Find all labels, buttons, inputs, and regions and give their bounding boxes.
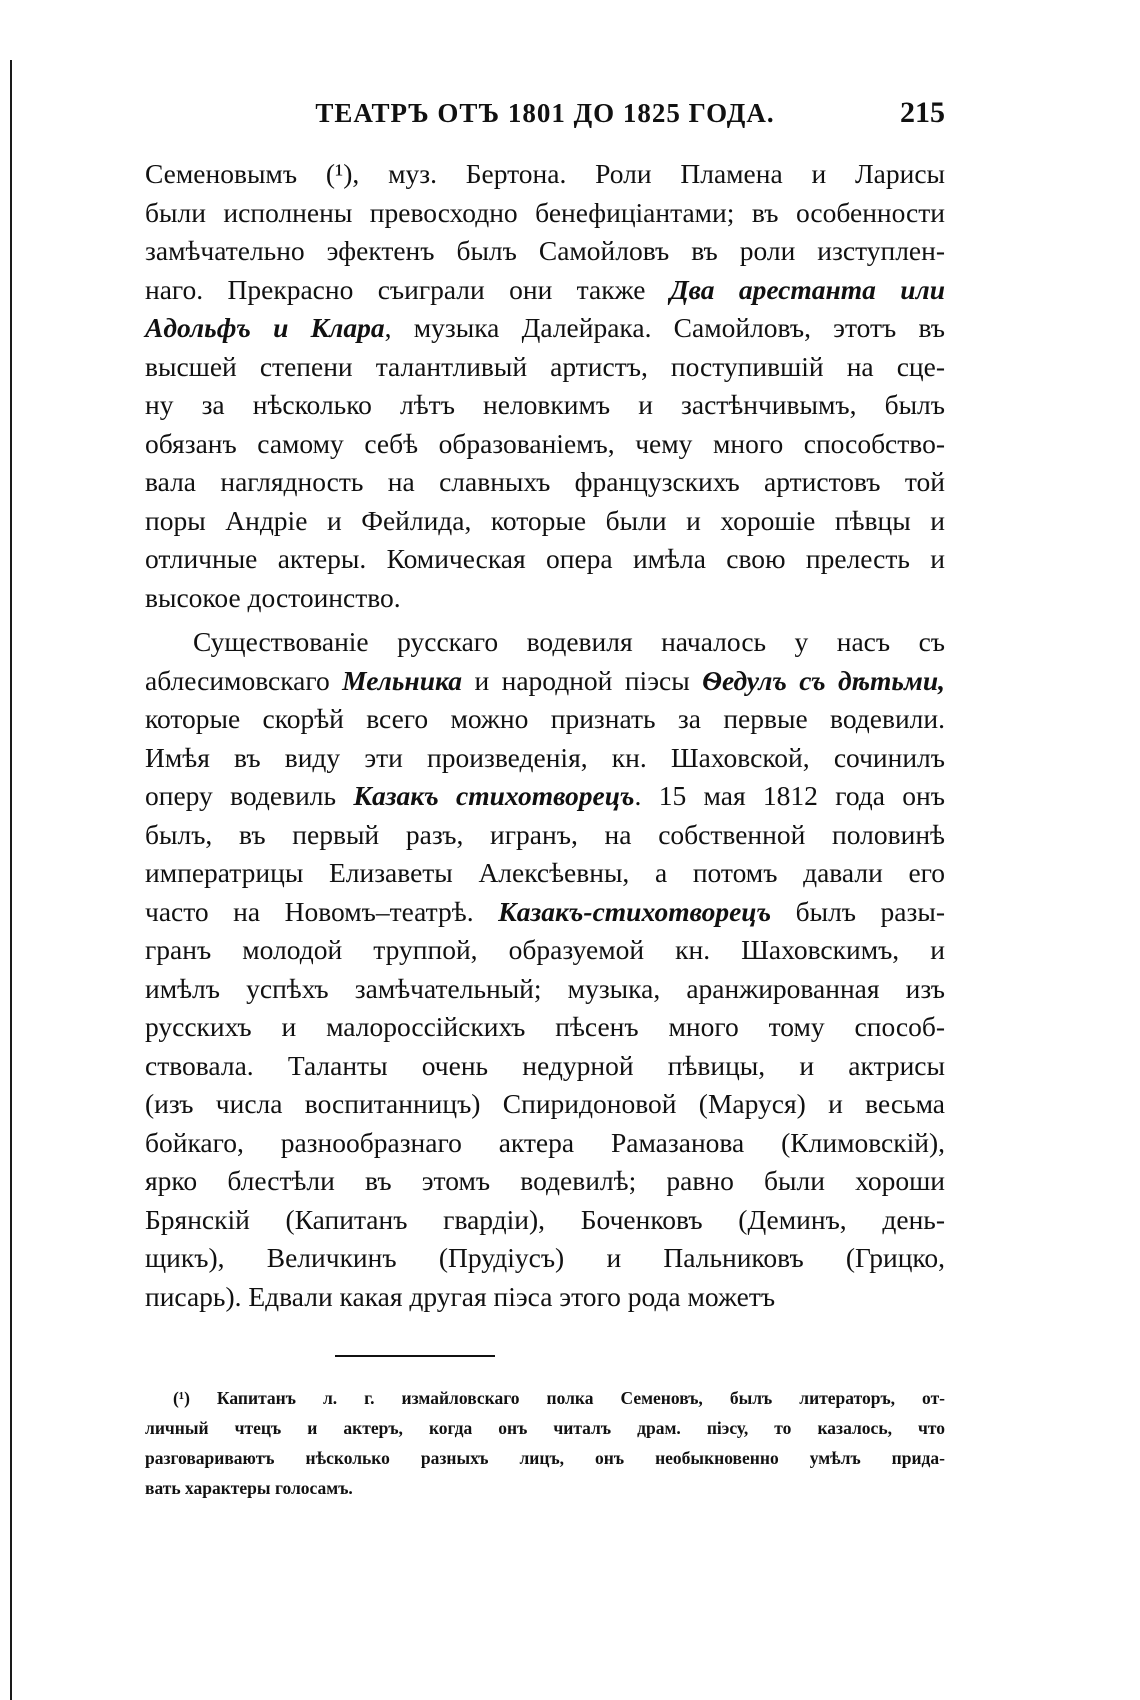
text-line	[145, 816, 945, 855]
text-run: былъ разы-	[771, 895, 945, 927]
text-line	[145, 777, 945, 816]
text-run: замѣчательно эфектенъ былъ Самойловъ въ роли изступлен-	[145, 235, 945, 266]
italic-title: Казакъ-стихотворецъ	[498, 895, 772, 927]
text-run: ярко блестѣли въ этомъ водевилѣ; равно были хороши	[145, 1165, 945, 1196]
text-run: часто на Новомъ–театрѣ.	[145, 895, 499, 927]
italic-title: Адольфъ и Клара	[145, 312, 385, 343]
text-line	[145, 155, 945, 194]
text-run: поры Андріе и Фейлида, которые были и хорошіе пѣвцы и	[145, 504, 945, 536]
text-line	[145, 931, 945, 970]
text-line	[145, 854, 945, 893]
text-line	[145, 1278, 945, 1317]
text-run: щикъ), Величкинъ (Прудіусъ) и Пальниковъ (Грицко,	[145, 1242, 945, 1273]
text-line	[145, 232, 945, 271]
text-line	[145, 1239, 945, 1278]
text-run: высшей степени талантливый артистъ, поступившій на сце-	[145, 350, 945, 382]
text-line	[145, 309, 945, 348]
text-line	[145, 271, 945, 310]
footnote-line: личный чтецъ и актеръ, когда онъ читалъ драм. піэсу, то казалось, что	[145, 1418, 945, 1438]
footnote	[145, 1383, 945, 1503]
text-line	[145, 700, 945, 739]
text-line	[145, 463, 945, 502]
footnote-line: (¹) Капитанъ л. г. измайловскаго полка Семеновъ, былъ литераторъ, от-	[173, 1388, 945, 1408]
text-run: отличные актеры. Комическая опера имѣла свою прелесть и	[145, 543, 945, 574]
text-run: бойкаго, разнообразнаго актера Рамазанова (Климовскій),	[145, 1126, 945, 1158]
paragraph	[145, 155, 945, 617]
text-line	[145, 893, 945, 932]
text-run: Брянскій (Капитанъ гвардіи), Боченковъ (Деминъ, день-	[145, 1203, 945, 1235]
text-run: аблесимовскаго	[145, 664, 343, 696]
text-run: оперу водевиль	[145, 780, 354, 811]
text-line	[145, 194, 945, 233]
text-run: и народной піэсы	[462, 664, 703, 696]
text-run: Семеновымъ (¹), муз. Бертона. Роли Пламена и Ларисы	[145, 158, 945, 189]
text-run: писарь). Едвали какая другая піэса этого рода можетъ	[145, 1280, 776, 1312]
text-run: ну за нѣсколько лѣтъ неловкимъ и застѣнчивымъ, былъ	[145, 389, 945, 420]
text-line	[145, 386, 945, 425]
text-run: имѣлъ успѣхъ замѣчательный; музыка, аранжированная изъ	[145, 972, 945, 1004]
text-line	[145, 1201, 945, 1240]
italic-title: Мельника	[342, 664, 463, 696]
text-line	[145, 739, 945, 778]
text-line	[145, 623, 945, 662]
page-header	[145, 98, 945, 138]
text-line	[145, 425, 945, 464]
text-line	[145, 348, 945, 387]
text-run: обязанъ самому себѣ образованіемъ, чему много способство-	[145, 427, 945, 459]
running-head: ТЕАТРЪ ОТЪ 1801 ДО 1825 ГОДА.	[315, 98, 775, 128]
text-run: , музыка Далейрака. Самойловъ, этотъ въ	[384, 312, 945, 343]
text-line	[145, 540, 945, 579]
italic-title: Два арестанта или	[669, 273, 946, 305]
text-line	[145, 970, 945, 1009]
paragraph	[145, 623, 945, 1316]
text-run: которые скорѣй всего можно признать за первые водевили.	[145, 703, 945, 734]
text-run: Существованіе русскаго водевиля началось у насъ съ	[193, 626, 945, 657]
text-run: (изъ числа воспитанницъ) Спиридоновой (Маруся) и весьма	[145, 1088, 945, 1119]
footnote-line: разговариваютъ нѣсколько разныхъ лицъ, онъ необыкновенно умѣлъ прида-	[145, 1448, 945, 1468]
footnote-separator	[335, 1355, 495, 1357]
italic-title: Казакъ стихотворецъ	[353, 780, 635, 811]
text-run: наго. Прекрасно съиграли они также	[145, 273, 670, 305]
text-run: высокое достоинство.	[145, 581, 401, 613]
text-run: гранъ молодой труппой, образуемой кн. Шаховскимъ, и	[145, 934, 945, 965]
main-text	[145, 155, 945, 1316]
text-run: императрицы Елизаветы Алексѣевны, а потомъ давали его	[145, 857, 945, 888]
text-line	[145, 1085, 945, 1124]
text-run: . 15 мая 1812 года онъ	[634, 780, 945, 811]
text-line	[145, 502, 945, 541]
page-number: 215	[900, 96, 945, 129]
text-run: былъ, въ первый разъ, игранъ, на собственной половинѣ	[145, 818, 945, 850]
text-run: вала наглядность на славныхъ французскихъ артистовъ той	[145, 466, 945, 497]
italic-title: Ѳедулъ съ дѣтьми,	[702, 664, 946, 696]
text-run: были исполнены превосходно бенефиціантами; въ особенности	[145, 196, 945, 228]
text-line	[145, 1047, 945, 1086]
text-run: Имѣя въ виду эти произведенія, кн. Шаховской, сочинилъ	[145, 741, 945, 773]
text-line	[145, 662, 945, 701]
footnote-line: вать характеры голосамъ.	[145, 1478, 353, 1498]
text-line	[145, 579, 945, 618]
text-run: ствовала. Таланты очень недурной пѣвицы, и актрисы	[145, 1049, 945, 1081]
page-edge-line	[10, 60, 12, 1700]
text-run: русскихъ и малороссійскихъ пѣсенъ много тому способ-	[145, 1011, 945, 1042]
text-line	[145, 1162, 945, 1201]
text-line	[145, 1124, 945, 1163]
text-line	[145, 1008, 945, 1047]
